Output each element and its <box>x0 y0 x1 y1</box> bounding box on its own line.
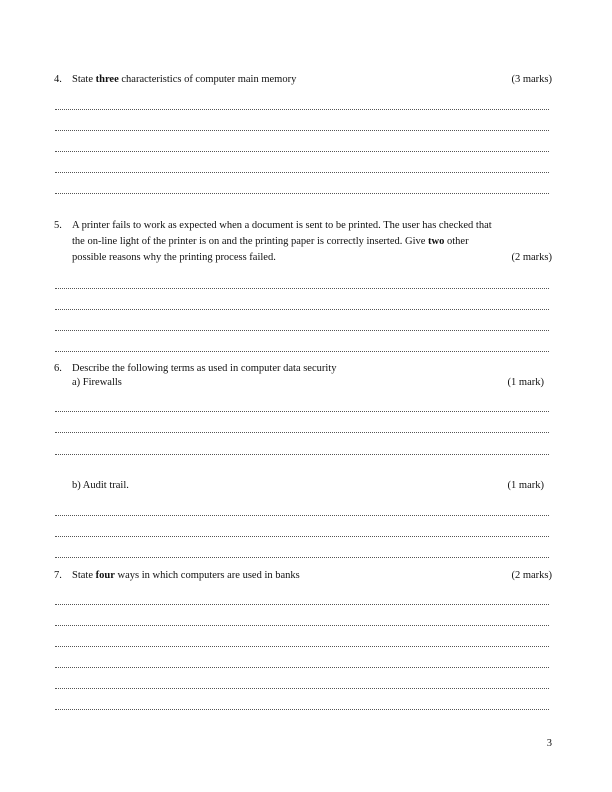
answer-line[interactable] <box>55 688 549 689</box>
question-text: Describe the following terms as used in computer data security <box>72 363 337 374</box>
question-text-line2: the on-line light of the printer is on and the printing paper is correctly inserted. Give <box>72 236 429 247</box>
marks-label: (1 mark) <box>507 480 544 491</box>
question-5 <box>54 218 552 266</box>
sub-question-label: b) Audit trail. <box>72 480 129 491</box>
emphasis-word: three <box>95 74 119 85</box>
question-number: 4. <box>54 74 62 85</box>
answer-line[interactable] <box>55 646 549 647</box>
marks-label: (2 marks) <box>511 252 552 263</box>
answer-line[interactable] <box>55 351 549 352</box>
answer-line[interactable] <box>55 193 549 194</box>
question-6a <box>72 375 544 391</box>
answer-line[interactable] <box>55 709 549 710</box>
answer-line[interactable] <box>55 109 549 110</box>
emphasis-word: four <box>95 570 115 581</box>
marks-label: (2 marks) <box>511 570 552 581</box>
answer-line[interactable] <box>55 454 549 455</box>
answer-line[interactable] <box>55 557 549 558</box>
question-7 <box>54 568 552 584</box>
question-text-end: characteristics of computer main memory <box>118 74 297 85</box>
question-4 <box>54 72 552 88</box>
emphasis-word: two <box>428 236 445 247</box>
answer-line[interactable] <box>55 330 549 331</box>
question-text-line3: possible reasons why the printing process failed. <box>72 252 276 263</box>
answer-line[interactable] <box>55 411 549 412</box>
marks-label: (3 marks) <box>511 74 552 85</box>
answer-line[interactable] <box>55 172 549 173</box>
marks-label: (1 mark) <box>507 377 544 388</box>
answer-line[interactable] <box>55 515 549 516</box>
answer-line[interactable] <box>55 604 549 605</box>
answer-line[interactable] <box>55 625 549 626</box>
answer-line[interactable] <box>55 432 549 433</box>
answer-line[interactable] <box>55 130 549 131</box>
page-number: 3 <box>546 738 552 749</box>
sub-question-label: a) Firewalls <box>72 377 122 388</box>
question-text-line1: A printer fails to work as expected when a document is sent to be printed. The user has checked that <box>72 220 492 231</box>
question-number: 7. <box>54 570 62 581</box>
question-number: 5. <box>54 220 62 231</box>
question-text-start: State <box>72 74 96 85</box>
answer-line[interactable] <box>55 536 549 537</box>
answer-line[interactable] <box>55 288 549 289</box>
question-number: 6. <box>54 363 62 374</box>
answer-line[interactable] <box>55 667 549 668</box>
answer-line[interactable] <box>55 309 549 310</box>
question-text-end: ways in which computers are used in banks <box>114 570 300 581</box>
answer-line[interactable] <box>55 151 549 152</box>
question-text-start: State <box>72 570 96 581</box>
question-text-line2-end: other <box>444 236 469 247</box>
question-6b <box>72 478 544 494</box>
